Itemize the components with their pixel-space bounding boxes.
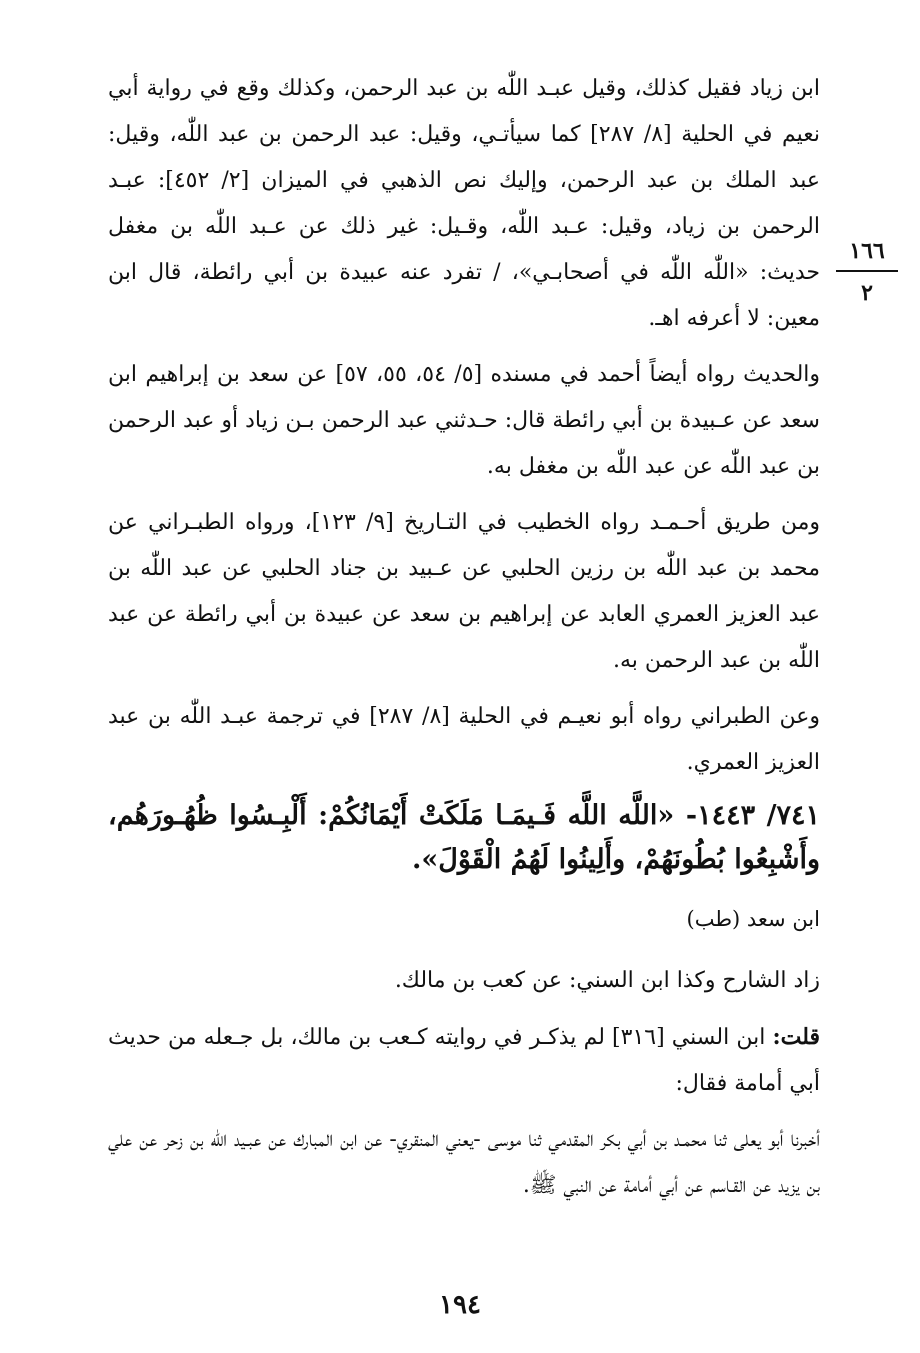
paragraph-2: والحديث رواه أيضاً أحمد في مسنده [٥/ ٥٤، ٥٥، ٥٧] عن سعد بن إبراهيم ابن سعد عن عـبيدة بن أبي رائطة قال: حـدثني عبد الرحمن بـن زياد أو عبد الرحمن بن عبد اللّٰه عن عبد اللّٰه بن مغفل به.: [108, 362, 821, 479]
hadith-body: «اللَّه اللَّه فَـيمَـا مَلَكَتْ أَيْمَانُكُمْ: أَلْبِـسُوا ظُهُـورَهُم، وأَشْبِعُوا بُطُونَهُمْ، وأَلِينُوا لَهُمُ الْقَوْلَ».: [108, 800, 820, 875]
page-number: ١٩٤: [439, 1290, 481, 1320]
hadith-number: ٧٤١/ ١٤٤٣-: [685, 800, 821, 831]
margin-reference-volume-page: ١٦٦: [836, 236, 898, 272]
hadith-source: ابن سعد (طب): [686, 907, 820, 931]
addition-note: زاد الشارح وكذا ابن السني: عن كعب بن مالك.: [394, 968, 820, 993]
margin-reference-part: ٢: [861, 280, 873, 306]
page-body: [108, 66, 820, 1219]
margin-reference: [836, 236, 898, 308]
qultu-label: قلت:: [772, 1024, 820, 1050]
hadith-text: [108, 794, 820, 882]
paragraph-1: ابن زياد فقيل كذلك، وقيل عبـد اللّٰه بن عبد الرحمن، وكذلك وقع في رواية أبي نعيم في الحلية [٨/ ٢٨٧] كما سيأتـي، وقيل: عبد الرحمن بن عبد اللّٰه، وقيل: عبد الملك بن عبد الرحمن، وإليك نص الذهبي في الميزان [٢/ ٤٥٢]: عبـد الرحمن بن زياد، وقيل: عـبد اللّٰه، وقـيل: غير ذلك عن عـبد اللّٰه بن مغفل حديث: «اللّٰه اللّٰه في أصحابـي»، / تفرد عنه عبيدة بن أبي رائطة، قال ابن معين: لا أعرفه اهـ.: [108, 76, 821, 331]
paragraph-4: وعن الطبراني رواه أبو نعيـم في الحلية [٨/ ٢٨٧] في ترجمة عبـد اللّٰه بن عبد العزيز العمري.: [108, 704, 821, 775]
qultu-text: ابن السني [٣١٦] لم يذكـر في روايته كـعب بن مالك، بل جـعله من حديث أبي أمامة فقال:: [108, 1025, 820, 1096]
qultu-paragraph: [108, 1014, 820, 1107]
paragraph-3: ومن طريق أحـمـد رواه الخطيب في التـاريخ [٩/ ١٢٣]، ورواه الطبـراني عن محمد بن عبد اللّٰه بن رزين الحلبي عن عـبيد بن جناد الحلبي عن عبد اللّٰه بن عبد العزيز العمري العابد عن إبراهيم بن سعد عن عبيدة بن أبي رائطة عن عبد اللّٰه بن عبد الرحمن به.: [108, 510, 820, 673]
final-paragraph: أخبرنا أبو يعلى ثنا محمـد بن أبي بكر المقدمي ثنا موسى -يعني المنقري- عن ابن المبارك عن عبـيد اللّٰه بن زحر عن علي بن يزيد عن القـاسم عن أبي أمامة عن النبي ﷺ.: [108, 1127, 820, 1198]
